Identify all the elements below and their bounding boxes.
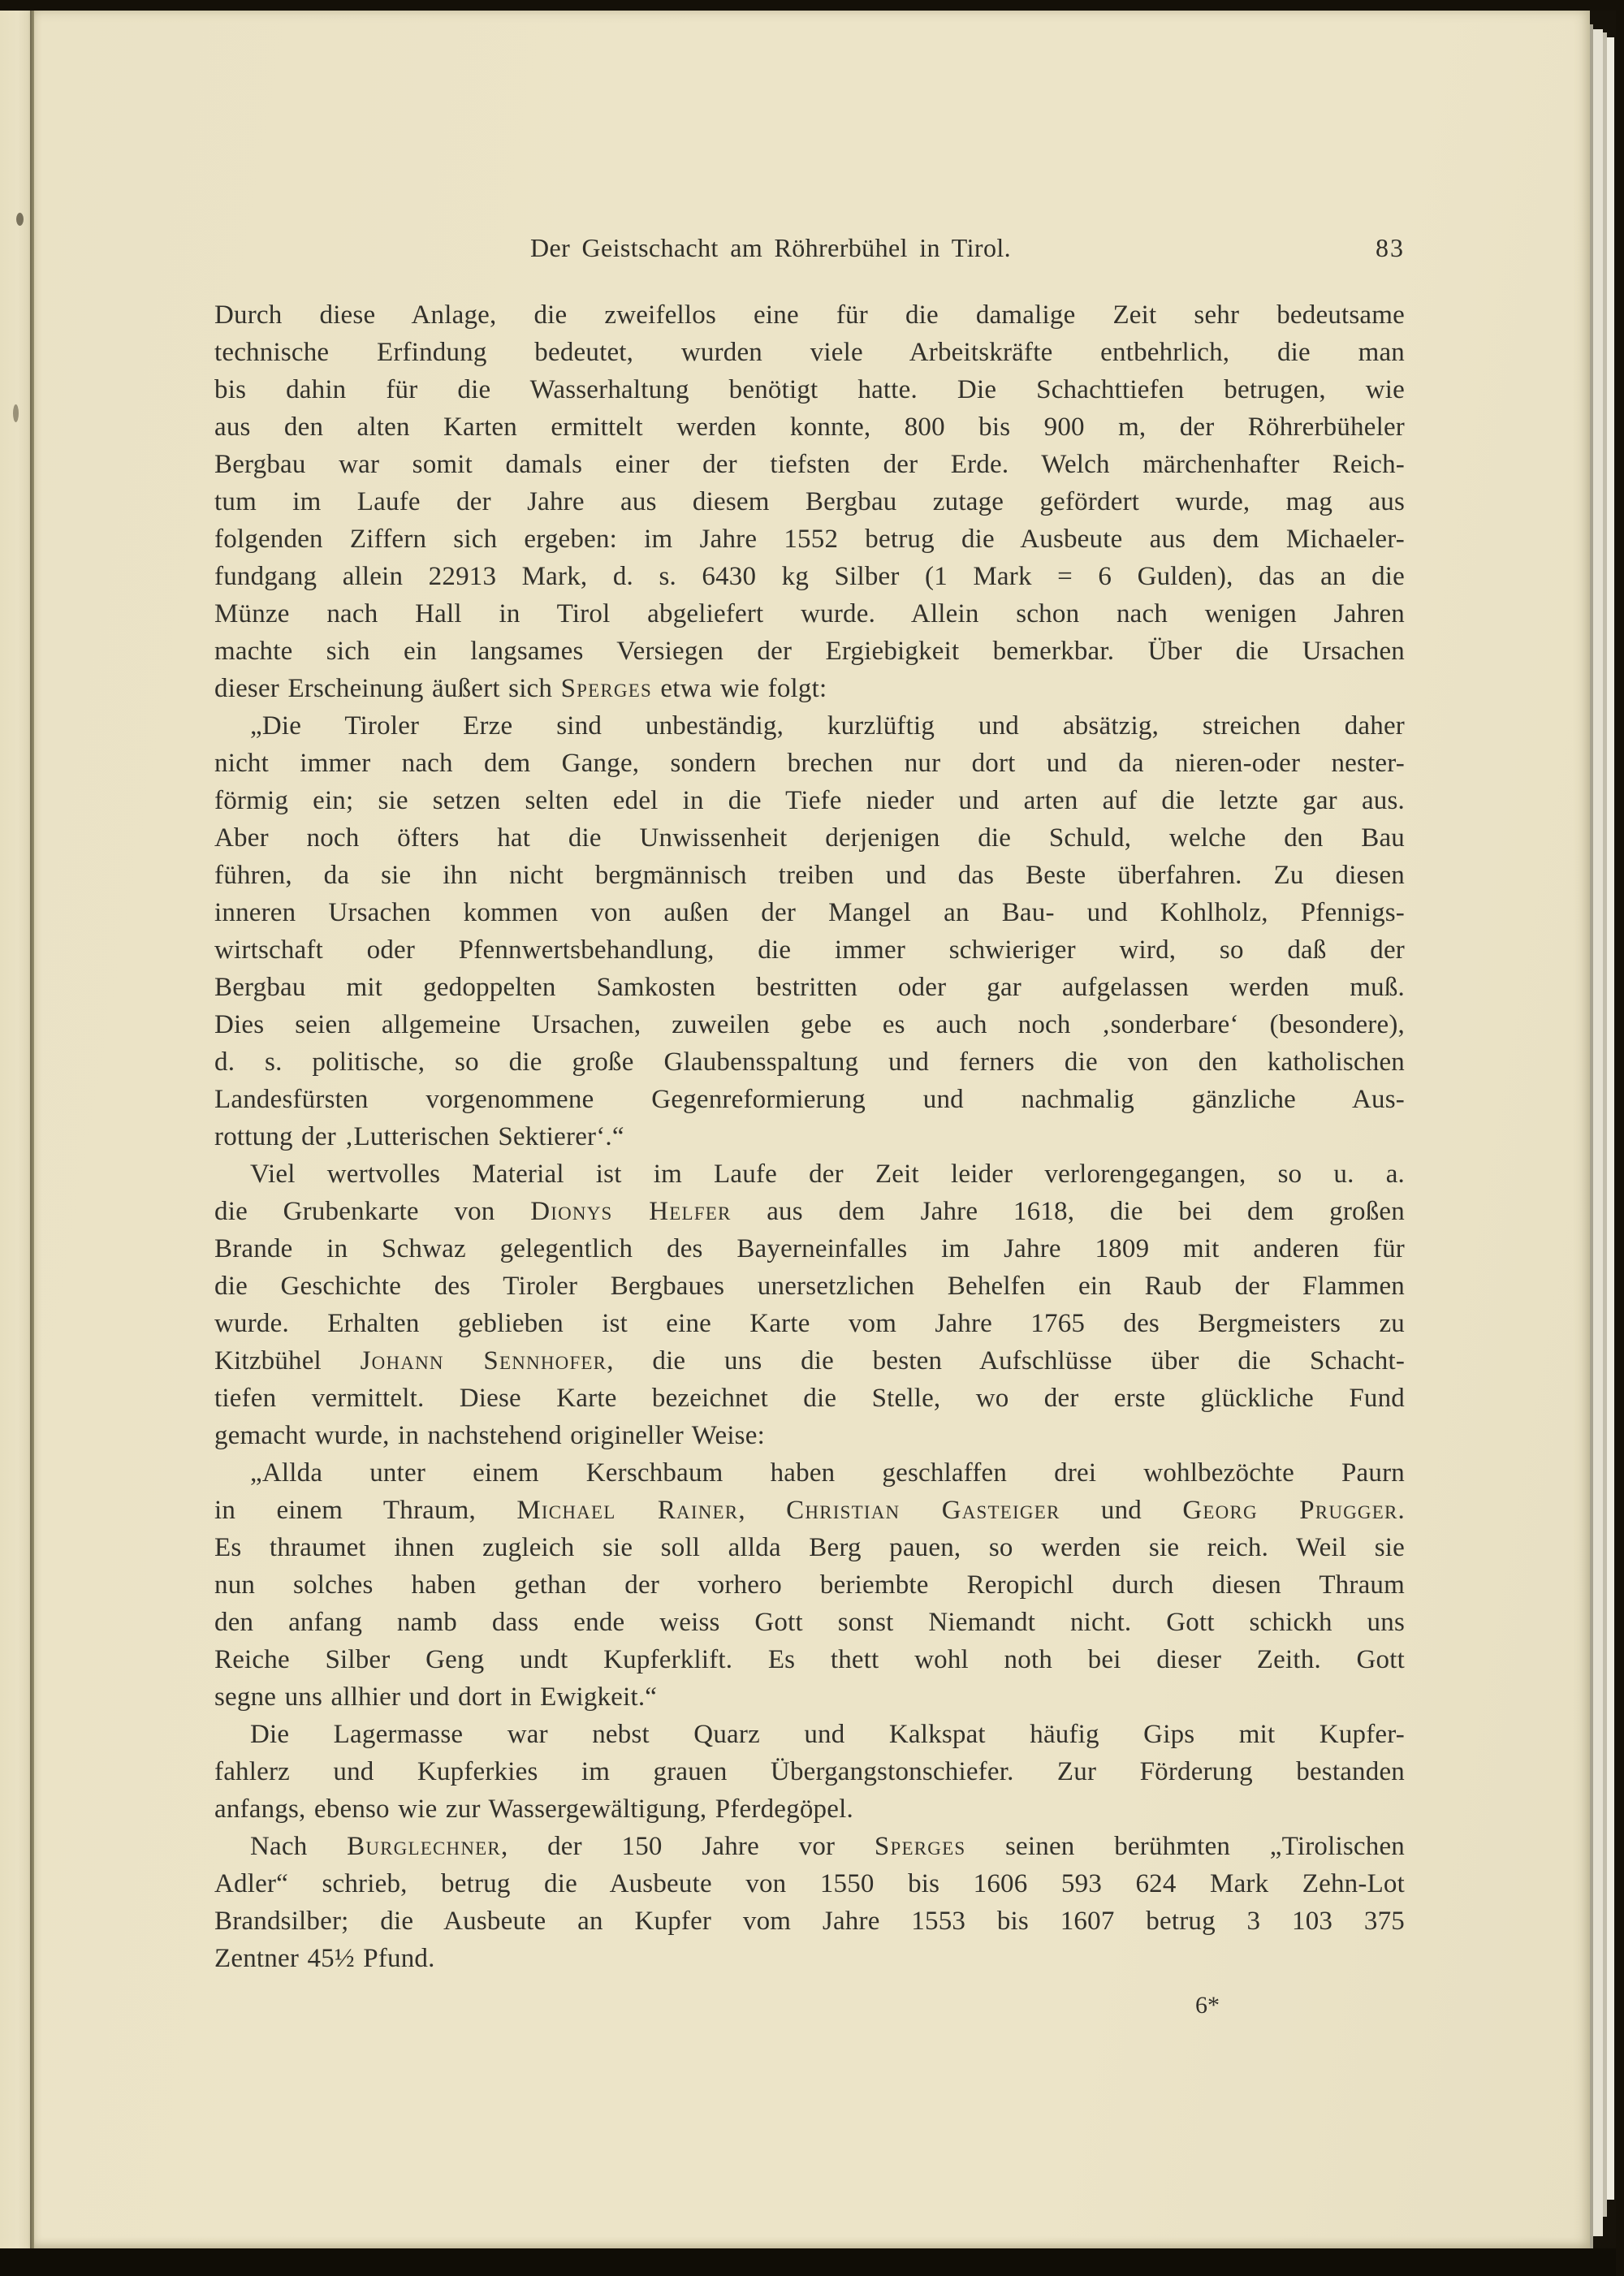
page-edge-line — [1593, 29, 1603, 2236]
text-line: Kitzbühel Johann Sennhofer, die uns die besten Aufschlüsse über die Schacht- — [214, 1346, 1405, 1376]
text-line: rottung der ‚Lutterischen Sektierer‘.“ — [214, 1122, 624, 1151]
text-line: in einem Thraum, Michael Rainer, Christian Gasteiger und Georg Prugger. — [214, 1496, 1405, 1525]
text-line: Adler“ schrieb, betrug die Ausbeute von 1550 bis 1606 593 624 Mark Zehn-Lot — [214, 1869, 1405, 1898]
text-line: Die Lagermasse war nebst Quarz und Kalkspat häufig Gips mit Kupfer- — [250, 1720, 1405, 1749]
text-line: fahlerz und Kupferkies im grauen Übergangstonschiefer. Zur Förderung bestanden — [214, 1757, 1405, 1786]
text-line: technische Erfindung bedeutet, wurden viele Arbeitskräfte entbehrlich, die man — [214, 338, 1405, 367]
signature-mark: 6* — [1195, 1992, 1220, 2019]
running-title: Der Geistschacht am Röhrerbühel in Tirol. — [529, 233, 1012, 262]
scan-border-right — [1616, 0, 1624, 2276]
text-line: tum im Laufe der Jahre aus diesem Bergbau zutage gefördert wurde, mag aus — [214, 487, 1405, 516]
text-block — [214, 296, 1405, 1977]
text-line: Bergbau mit gedoppelten Samkosten bestritten oder gar aufgelassen werden muß. — [214, 973, 1405, 1002]
text-line: Brande in Schwaz gelegentlich des Bayerneinfalles im Jahre 1809 mit anderen für — [214, 1234, 1405, 1263]
page-edge-stack — [1590, 24, 1616, 2253]
text-line: „Die Tiroler Erze sind unbeständig, kurzlüftig und absätzig, streichen daher — [250, 711, 1405, 741]
text-line: Zentner 45½ Pfund. — [214, 1944, 435, 1973]
text-line: Durch diese Anlage, die zweifellos eine für die damalige Zeit sehr bedeutsame — [214, 300, 1405, 330]
text-line: folgenden Ziffern sich ergeben: im Jahre 1552 betrug die Ausbeute aus dem Michaeler- — [214, 525, 1405, 554]
text-line: dieser Erscheinung äußert sich Sperges etwa wie folgt: — [214, 674, 827, 703]
text-line: fundgang allein 22913 Mark, d. s. 6430 kg Silber (1 Mark = 6 Gulden), das an die — [214, 562, 1405, 591]
text-line: tiefen vermittelt. Diese Karte bezeichnet die Stelle, wo der erste glückliche Fund — [214, 1384, 1405, 1413]
text-line: wurde. Erhalten geblieben ist eine Karte vom Jahre 1765 des Bergmeisters zu — [214, 1309, 1405, 1338]
text-line: Landesfürsten vorgenommene Gegenreformierung und nachmalig gänzliche Aus- — [214, 1085, 1405, 1114]
text-line: anfangs, ebenso wie zur Wassergewältigung, Pferdegöpel. — [214, 1794, 853, 1824]
text-line: Dies seien allgemeine Ursachen, zuweilen gebe es auch noch ‚sonderbare‘ (besondere), — [214, 1010, 1405, 1039]
text-line: gemacht wurde, in nachstehend origineller Weise: — [214, 1421, 765, 1450]
scan-speck — [13, 404, 19, 422]
text-line: nun solches haben gethan der vorhero beriembte Reropichl durch diesen Thraum — [214, 1570, 1405, 1600]
text-line: aus den alten Karten ermittelt werden konnte, 800 bis 900 m, der Röhrerbüheler — [214, 412, 1405, 442]
left-page-edge — [0, 11, 30, 2248]
text-line: inneren Ursachen kommen von außen der Mangel an Bau- und Kohlholz, Pfennigs- — [214, 898, 1405, 927]
text-line: bis dahin für die Wasserhaltung benötigt hatte. Die Schachttiefen betrugen, wie — [214, 375, 1405, 404]
text-line: Brandsilber; die Ausbeute an Kupfer vom Jahre 1553 bis 1607 betrug 3 103 375 — [214, 1907, 1405, 1936]
text-line: Aber noch öfters hat die Unwissenheit derjenigen die Schuld, welche den Bau — [214, 823, 1405, 853]
scan-border-top — [0, 0, 1624, 11]
text-line: den anfang namb dass ende weiss Gott sonst Niemandt nicht. Gott schickh uns — [214, 1608, 1405, 1637]
text-line: Bergbau war somit damals einer der tiefsten der Erde. Welch märchenhafter Reich- — [214, 450, 1405, 479]
page-edge-line — [1607, 37, 1614, 2200]
text-line: machte sich ein langsames Versiegen der Ergiebigkeit bemerkbar. Über die Ursachen — [214, 637, 1405, 666]
text-line: wirtschaft oder Pfennwertsbehandlung, die immer schwieriger wird, so daß der — [214, 935, 1405, 965]
text-line: Nach Burglechner, der 150 Jahre vor Sperges seinen berühmten „Tirolischen — [250, 1832, 1405, 1861]
text-line: Viel wertvolles Material ist im Laufe der Zeit leider verlorengegangen, so u. a. — [250, 1160, 1405, 1189]
text-line: nicht immer nach dem Gange, sondern brechen nur dort und da nieren-oder nester- — [214, 749, 1405, 778]
text-line: die Geschichte des Tiroler Bergbaues unersetzlichen Behelfen ein Raub der Flammen — [214, 1272, 1405, 1301]
scan-border-bottom — [0, 2248, 1624, 2276]
text-line: Münze nach Hall in Tirol abgeliefert wurde. Allein schon nach wenigen Jahren — [214, 599, 1405, 628]
text-line: Reiche Silber Geng undt Kupferklift. Es thett wohl noth bei dieser Zeith. Gott — [214, 1645, 1405, 1674]
text-line: Es thraumet ihnen zugleich sie soll allda Berg pauen, so werden sie reich. Weil sie — [214, 1533, 1405, 1562]
text-line: „Allda unter einem Kerschbaum haben geschlaffen drei wohlbezöchte Paurn — [250, 1458, 1405, 1488]
text-line: förmig ein; sie setzen selten edel in die Tiefe nieder und arten auf die letzte gar aus. — [214, 786, 1405, 815]
text-line: d. s. politische, so die große Glaubensspaltung und ferners die von den katholischen — [214, 1047, 1405, 1077]
text-line: segne uns allhier und dort in Ewigkeit.“ — [214, 1682, 658, 1712]
text-line: die Grubenkarte von Dionys Helfer aus dem Jahre 1618, die bei dem großen — [214, 1197, 1405, 1226]
page-number: 83 — [1376, 233, 1405, 262]
text-line: führen, da sie ihn nicht bergmännisch treiben und das Beste überfahren. Zu diesen — [214, 861, 1405, 890]
scan-speck — [16, 213, 24, 226]
book-page — [34, 11, 1590, 2248]
